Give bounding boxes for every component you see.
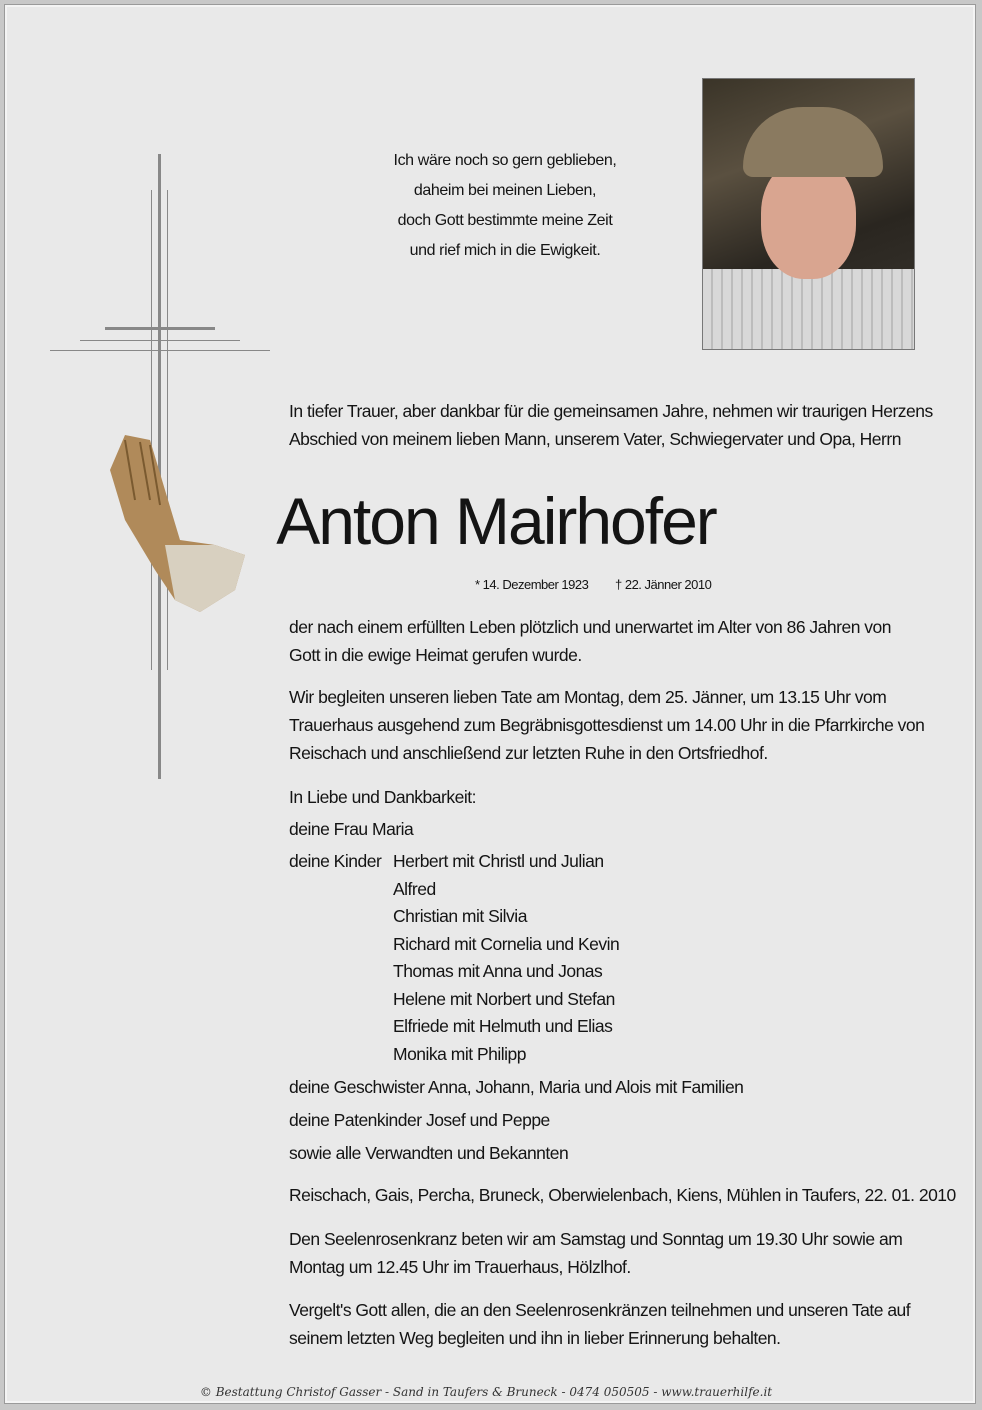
text-line: Vergelt's Gott allen, die an den Seelenrosenkränzen teilnehmen und unseren Tate auf	[289, 1300, 911, 1320]
mourners-heading: In Liebe und Dankbarkeit:	[289, 787, 476, 807]
kid: Thomas mit Anna und Jonas	[393, 961, 603, 981]
text-line: Gott in die ewige Heimat gerufen wurde.	[289, 645, 582, 665]
kid: Monika mit Philipp	[393, 1044, 526, 1064]
portrait-photo	[702, 78, 915, 350]
places-date: Reischach, Gais, Percha, Bruneck, Oberwielenbach, Kiens, Mühlen in Taufers, 22. 01. 2010	[289, 1185, 956, 1205]
mourner: deine Geschwister Anna, Johann, Maria und Alois mit Familien	[289, 1077, 744, 1097]
footer-credit: © Bestattung Christof Gasser - Sand in Taufers & Bruneck - 0474 050505 - www.trauerhilfe.it	[199, 1385, 773, 1399]
mourner: sowie alle Verwandten und Bekannten	[289, 1143, 569, 1163]
kid: Elfriede mit Helmuth und Elias	[393, 1016, 613, 1036]
text-line: Den Seelenrosenkranz beten wir am Samstag und Sonntag um 19.30 Uhr sowie am	[289, 1229, 903, 1249]
poem	[335, 146, 675, 266]
kid: Herbert mit Christl und Julian	[393, 851, 604, 871]
poem-line: und rief mich in die Ewigkeit.	[409, 242, 601, 259]
obituary-card	[4, 4, 976, 1404]
intro-line: Abschied von meinem lieben Mann, unserem Vater, Schwiegervater und Opa, Herrn	[289, 429, 901, 449]
kid: Richard mit Cornelia und Kevin	[393, 934, 620, 954]
birth-date: * 14. Dezember 1923	[475, 577, 589, 592]
poem-line: Ich wäre noch so gern geblieben,	[393, 152, 617, 169]
text-line: Trauerhaus ausgehend zum Begräbnisgottesdienst um 14.00 Uhr in die Pfarrkirche von	[289, 715, 925, 735]
text-line: Wir begleiten unseren lieben Tate am Montag, dem 25. Jänner, um 13.15 Uhr vom	[289, 687, 887, 707]
kid: Helene mit Norbert und Stefan	[393, 989, 615, 1009]
mourner: deine Patenkinder Josef und Peppe	[289, 1110, 550, 1130]
poem-line: daheim bei meinen Lieben,	[413, 182, 597, 199]
text-line: der nach einem erfüllten Leben plötzlich und unerwartet im Alter von 86 Jahren von	[289, 617, 892, 637]
kids-label: deine Kinder	[289, 851, 382, 871]
kid: Alfred	[393, 879, 436, 899]
deceased-name: Anton Mairhofer	[276, 484, 716, 558]
text-line: Montag um 12.45 Uhr im Trauerhaus, Hölzlhof.	[289, 1257, 631, 1277]
death-date: † 22. Jänner 2010	[615, 577, 712, 592]
poem-line: doch Gott bestimmte meine Zeit	[397, 212, 613, 229]
text-line: Reischach und anschließend zur letzten Ruhe in den Ortsfriedhof.	[289, 743, 768, 763]
mourner: deine Frau Maria	[289, 819, 414, 839]
kid: Christian mit Silvia	[393, 906, 527, 926]
intro-line: In tiefer Trauer, aber dankbar für die gemeinsamen Jahre, nehmen wir traurigen Herzens	[289, 401, 933, 421]
text-line: seinem letzten Weg begleiten und ihn in lieber Erinnerung behalten.	[289, 1328, 781, 1348]
